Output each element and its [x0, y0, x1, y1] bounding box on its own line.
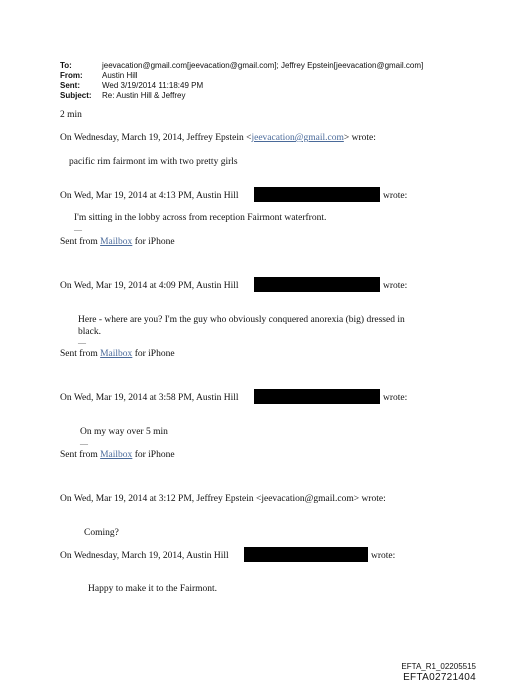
- signature-3: [60, 348, 175, 360]
- signature-4-suffix: for iPhone: [132, 450, 175, 460]
- from-value: Austin Hill: [102, 71, 138, 80]
- redaction-box: [254, 277, 380, 292]
- redaction-box: [244, 547, 368, 562]
- mailbox-link[interactable]: Mailbox: [100, 349, 133, 359]
- to-value: jeevacation@gmail.com[jeevacation@gmail.com]; Jeffrey Epstein[jeevacation@gmail.com]: [102, 61, 424, 70]
- attribution-4-suffix: wrote:: [383, 393, 408, 403]
- message-1-text: pacific rim fairmont im with two pretty girls: [69, 157, 238, 167]
- message-4-text: On my way over 5 min: [80, 427, 168, 437]
- signature-dash: —: [74, 225, 82, 234]
- from-label: From:: [60, 71, 83, 80]
- mailbox-link[interactable]: Mailbox: [100, 237, 133, 247]
- attribution-2-suffix: wrote:: [383, 191, 408, 201]
- message-5-text: Coming?: [84, 528, 119, 538]
- email-link[interactable]: jeevacation@gmail.com: [251, 133, 344, 143]
- to-label: To:: [60, 61, 72, 70]
- signature-2-suffix: for iPhone: [132, 237, 175, 247]
- attribution-6-suffix: wrote:: [371, 551, 396, 561]
- reply-text: 2 min: [60, 110, 82, 120]
- sent-value: Wed 3/19/2014 11:18:49 PM: [102, 81, 204, 90]
- signature-4: [60, 449, 175, 461]
- attribution-2: On Wed, Mar 19, 2014 at 4:13 PM, Austin Hill: [60, 191, 239, 201]
- bates-number-secondary: EFTA_R1_02205515: [401, 662, 476, 671]
- signature-3-suffix: for iPhone: [132, 349, 175, 359]
- attribution-3-suffix: wrote:: [383, 281, 408, 291]
- email-header: [60, 61, 480, 105]
- redaction-box: [254, 187, 380, 202]
- signature-2-prefix: Sent from: [60, 237, 101, 247]
- signature-4-prefix: Sent from: [60, 450, 101, 460]
- attribution-3: On Wed, Mar 19, 2014 at 4:09 PM, Austin Hill: [60, 281, 239, 291]
- message-6-text: Happy to make it to the Fairmont.: [88, 584, 218, 594]
- mailbox-link[interactable]: Mailbox: [100, 450, 133, 460]
- attribution-4: On Wed, Mar 19, 2014 at 3:58 PM, Austin Hill: [60, 393, 239, 403]
- attribution-1-suffix: > wrote:: [343, 133, 376, 143]
- signature-2: [60, 236, 175, 248]
- message-2-text: I'm sitting in the lobby across from reception Fairmont waterfront.: [74, 213, 327, 223]
- attribution-5: On Wed, Mar 19, 2014 at 3:12 PM, Jeffrey Epstein <jeevacation@gmail.com> wrote:: [60, 494, 386, 504]
- message-3-text: Here - where are you? I'm the guy who obviously conquered anorexia (big) dressed in black.: [78, 315, 405, 337]
- signature-3-prefix: Sent from: [60, 349, 101, 359]
- signature-dash: —: [80, 439, 88, 448]
- subject-label: Subject:: [60, 91, 92, 100]
- bates-number-primary: EFTA02721404: [403, 672, 476, 683]
- attribution-1: [60, 132, 376, 144]
- attribution-1-prefix: On Wednesday, March 19, 2014, Jeffrey Epstein <: [60, 133, 252, 143]
- sent-label: Sent:: [60, 81, 80, 90]
- redaction-box: [254, 389, 380, 404]
- attribution-6: On Wednesday, March 19, 2014, Austin Hill: [60, 551, 229, 561]
- signature-dash: —: [78, 338, 86, 347]
- subject-value: Re: Austin Hill & Jeffrey: [102, 91, 186, 100]
